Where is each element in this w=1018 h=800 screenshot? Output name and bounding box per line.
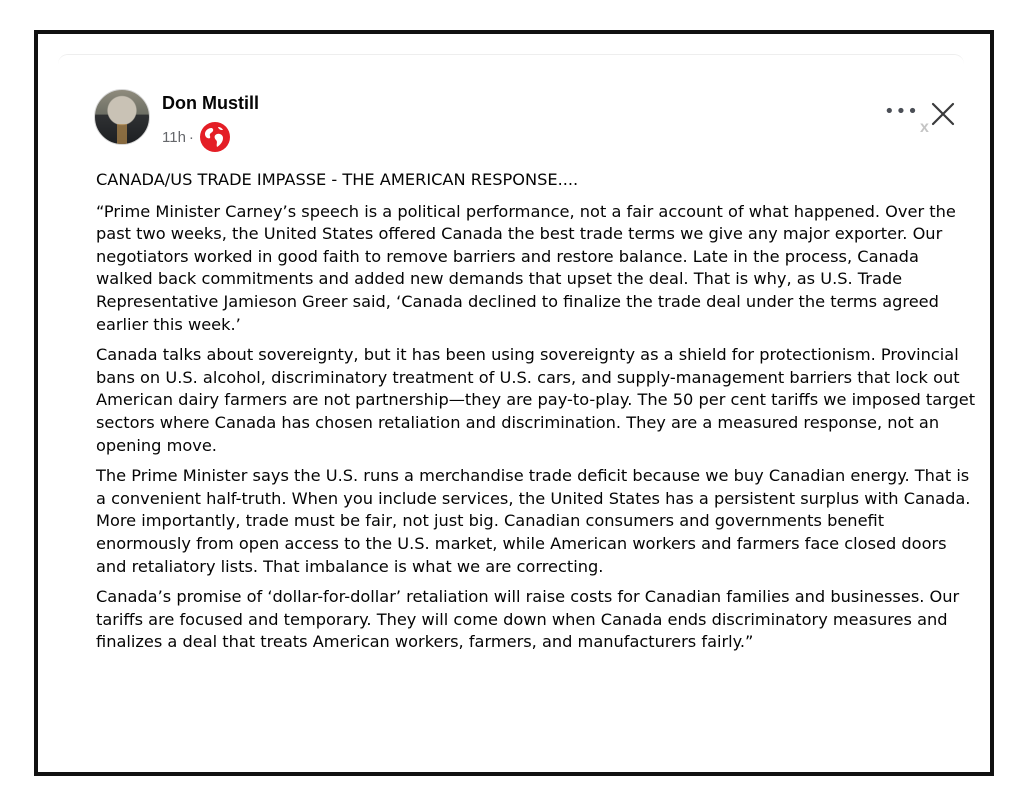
post-paragraph-3: The Prime Minister says the U.S. runs a merchandise trade deficit because we buy Canadian energy. That is a convenient half-truth. When you include services, the United States has a persistent surplus with Canada. More importantly, trade must be fair, not just big. Canadian consumers and governments benefit enormously from open access to the U.S. market, while American workers and farmers face closed doors and retaliatory lists. That imbalance is what we are correcting. (96, 466, 971, 576)
post-headline: CANADA/US TRADE IMPASSE - THE AMERICAN RESPONSE.... (96, 170, 579, 189)
close-icon[interactable] (928, 99, 958, 129)
avatar[interactable] (94, 89, 150, 145)
avatar-detail (117, 124, 127, 144)
post-card (58, 54, 976, 755)
more-options-button[interactable]: ••• (884, 101, 919, 122)
post-paragraph-1: “Prime Minister Carney’s speech is a political performance, not a fair account of what happened. Over the past two weeks, the United States offered Canada the best trade terms we give any major exporter. Our negotiators worked in good faith to remove barriers and restore balance. Late in the process, Canada walked back commitments and added new demands that upset the deal. That is why, as U.S. Trade Representative Jamieson Greer said, ‘Canada declined to finalize the trade deal under the terms agreed earlier this week.’ (96, 201, 956, 334)
author-name[interactable]: Don Mustill (162, 93, 259, 113)
post-time[interactable]: 11h (162, 128, 186, 146)
post-body (96, 169, 980, 662)
faint-close-glyph: x (920, 119, 929, 136)
post-paragraph-2: Canada talks about sovereignty, but it has been using sovereignty as a shield for protectionism. Provincial bans on U.S. alcohol, discriminatory treatment of U.S. cars, and supply-management barriers that lock out American dairy farmers are not partnership—they are pay-to-play. The 50 per cent tariffs we imposed target sectors where Canada has chosen retaliation and discrimination. They are a measured response, not an opening move. (96, 345, 976, 455)
globe-icon[interactable] (199, 121, 231, 153)
screenshot-frame (34, 30, 994, 776)
post-meta (162, 121, 231, 153)
post-paragraph-4: Canada’s promise of ‘dollar-for-dollar’ retaliation will raise costs for Canadian families and businesses. Our tariffs are focused and temporary. They will come down when Canada ends discriminatory measures and finalizes a deal that treats American workers, farmers, and manufacturers fairly.” (96, 587, 960, 652)
meta-separator: · (188, 128, 194, 146)
